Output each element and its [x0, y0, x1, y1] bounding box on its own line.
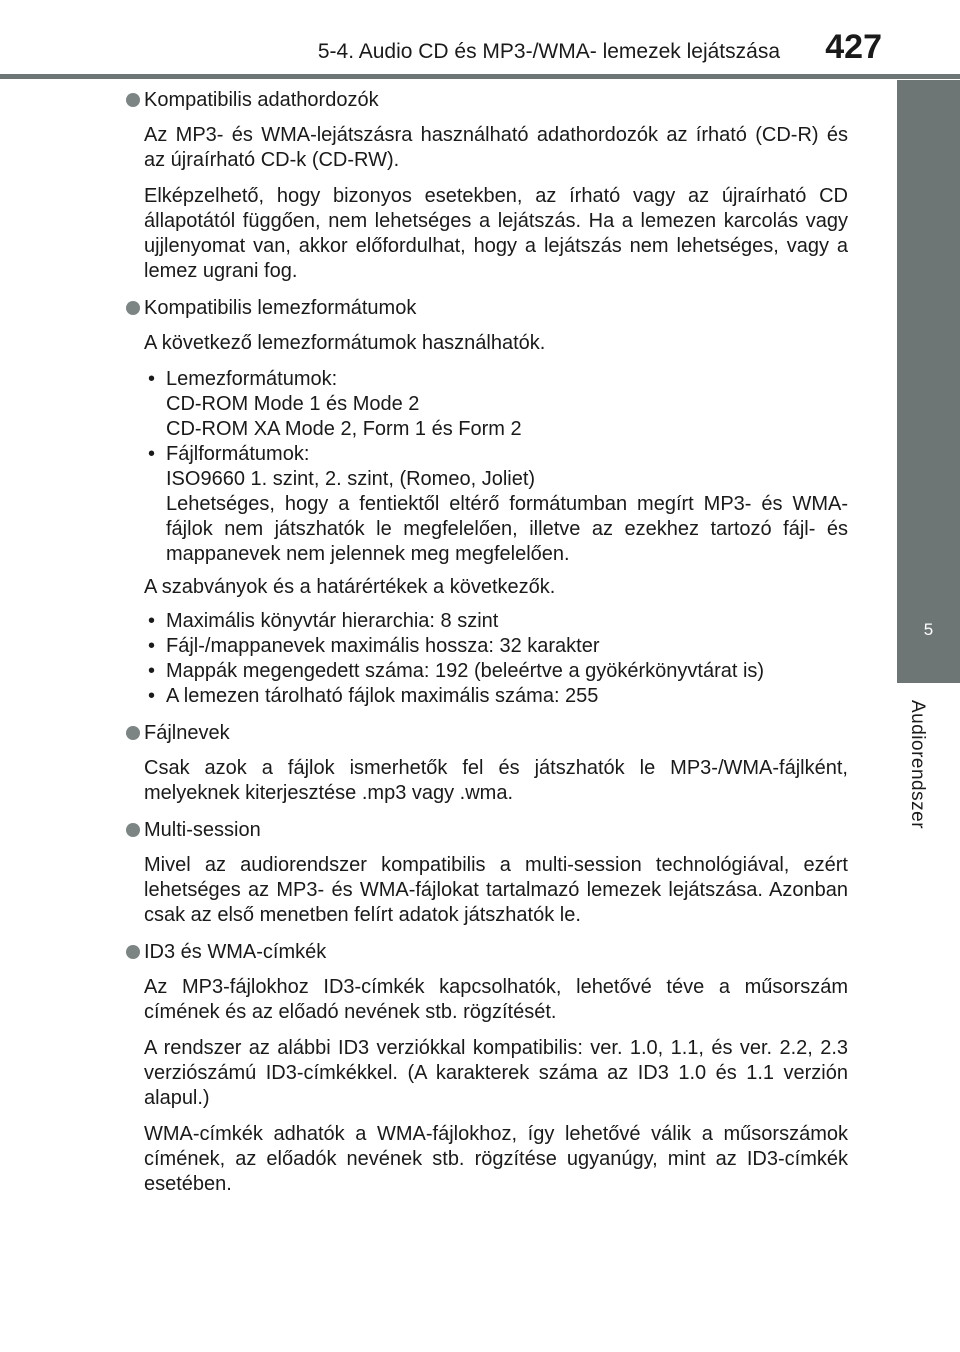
paragraph: Csak azok a fájlok ismerhetők fel és játszhatók le MP3-/WMA-fájlként, melyeknek kiterjesztése .mp3 vagy .wma. — [144, 757, 848, 804]
section-compatible-media — [124, 88, 848, 284]
paragraph: Az MP3-fájlokhoz ID3-címkék kapcsolhatók, lehetővé téve a műsorszám címének és az előadó nevének stb. rögzítését. — [144, 976, 848, 1023]
running-header-title: 5-4. Audio CD és MP3-/WMA- lemezek lejátszása — [317, 40, 780, 63]
section-file-names — [124, 721, 848, 806]
header-rule — [0, 74, 960, 79]
list-item-label: Fájlformátumok: — [166, 443, 310, 465]
list-item — [144, 367, 848, 442]
list-item — [144, 684, 848, 709]
list-item — [144, 609, 848, 634]
limits-list — [144, 609, 848, 709]
bullet-dot-icon — [126, 301, 140, 315]
section-id3-wma-tags — [124, 940, 848, 1197]
list-item-text: Maximális könyvtár hierarchia: 8 szint — [166, 610, 499, 632]
list-bullet-icon: • — [148, 635, 156, 657]
paragraph: Az MP3- és WMA-lejátszásra használható adathordozók az írható (CD-R) és az újraírható CD-k (CD-RW). — [144, 124, 848, 171]
list-bullet-icon: • — [148, 443, 156, 465]
paragraph: A következő lemezformátumok használhatók. — [144, 332, 546, 354]
list-item-line: CD-ROM XA Mode 2, Form 1 és Form 2 — [166, 418, 522, 440]
bullet-dot-icon — [126, 945, 140, 959]
page-number: 427 — [825, 28, 882, 66]
paragraph: A szabványok és a határértékek a következők. — [144, 576, 556, 598]
chapter-side-tab — [897, 80, 960, 683]
section-heading — [124, 88, 848, 113]
chapter-number: 5 — [923, 620, 934, 639]
list-item — [144, 634, 848, 659]
section-heading-text: Multi-session — [144, 819, 261, 841]
bullet-dot-icon — [126, 726, 140, 740]
list-bullet-icon: • — [148, 660, 156, 682]
chapter-side-label: Audiorendszer — [907, 700, 928, 830]
list-item — [144, 659, 848, 684]
list-item-text: Fájl-/mappanevek maximális hossza: 32 karakter — [166, 635, 600, 657]
format-list — [144, 367, 848, 567]
paragraph: Elképzelhető, hogy bizonyos esetekben, az írható vagy az újraírható CD állapotától függően, nem lehetséges a lejátszás. Ha a lemezen karcolás vagy ujjlenyomat van, akkor előfordulhat, hogy a lejátszás nem lehetséges, vagy a lemez ugrani fog. — [144, 185, 848, 282]
list-bullet-icon: • — [148, 685, 156, 707]
page-content — [124, 88, 848, 1209]
paragraph: A rendszer az alábbi ID3 verziókkal kompatibilis: ver. 1.0, 1.1, és ver. 2.2, 2.3 verziószámú ID3-címkékkel. (A karakterek száma az ID3 1.0 és 1.1 verzión alapul.) — [144, 1037, 848, 1109]
section-heading — [124, 721, 848, 746]
list-item-line: ISO9660 1. szint, 2. szint, (Romeo, Joliet) — [166, 468, 536, 490]
section-heading-text: ID3 és WMA-címkék — [144, 941, 327, 963]
list-item-line: Lehetséges, hogy a fentiektől eltérő formátumban megírt MP3- és WMA-fájlok nem játszhatók le megfelelően, illetve az ezekhez tartozó fájl- és mappanevek nem jelennek meg megfelelően. — [166, 493, 848, 565]
paragraph: WMA-címkék adhatók a WMA-fájlokhoz, így lehetővé válik a műsorszámok címének, az előadók nevének stb. rögzítése ugyanúgy, mint az ID3-címkék esetében. — [144, 1123, 848, 1195]
section-heading-text: Kompatibilis adathordozók — [144, 89, 379, 111]
bullet-dot-icon — [126, 93, 140, 107]
section-heading — [124, 818, 848, 843]
section-heading-text: Kompatibilis lemezformátumok — [144, 297, 417, 319]
paragraph: Mivel az audiorendszer kompatibilis a multi-session technológiával, ezért lehetséges az MP3- és WMA-fájlokat tartalmazó lemezek lejátszása. Azonban csak az első menetben felírt adatok játszhatók le. — [144, 854, 848, 926]
list-item — [144, 442, 848, 567]
list-item-text: A lemezen tárolható fájlok maximális száma: 255 — [166, 685, 599, 707]
list-bullet-icon: • — [148, 610, 156, 632]
bullet-dot-icon — [126, 823, 140, 837]
list-bullet-icon: • — [148, 368, 156, 390]
list-item-label: Lemezformátumok: — [166, 368, 338, 390]
list-item-line: CD-ROM Mode 1 és Mode 2 — [166, 393, 420, 415]
section-multi-session — [124, 818, 848, 928]
section-compatible-formats — [124, 296, 848, 709]
section-heading — [124, 296, 848, 321]
list-item-text: Mappák megengedett száma: 192 (beleértve a gyökérkönyvtárat is) — [166, 660, 765, 682]
page-header — [0, 0, 960, 80]
section-heading-text: Fájlnevek — [144, 722, 230, 744]
section-heading — [124, 940, 848, 965]
